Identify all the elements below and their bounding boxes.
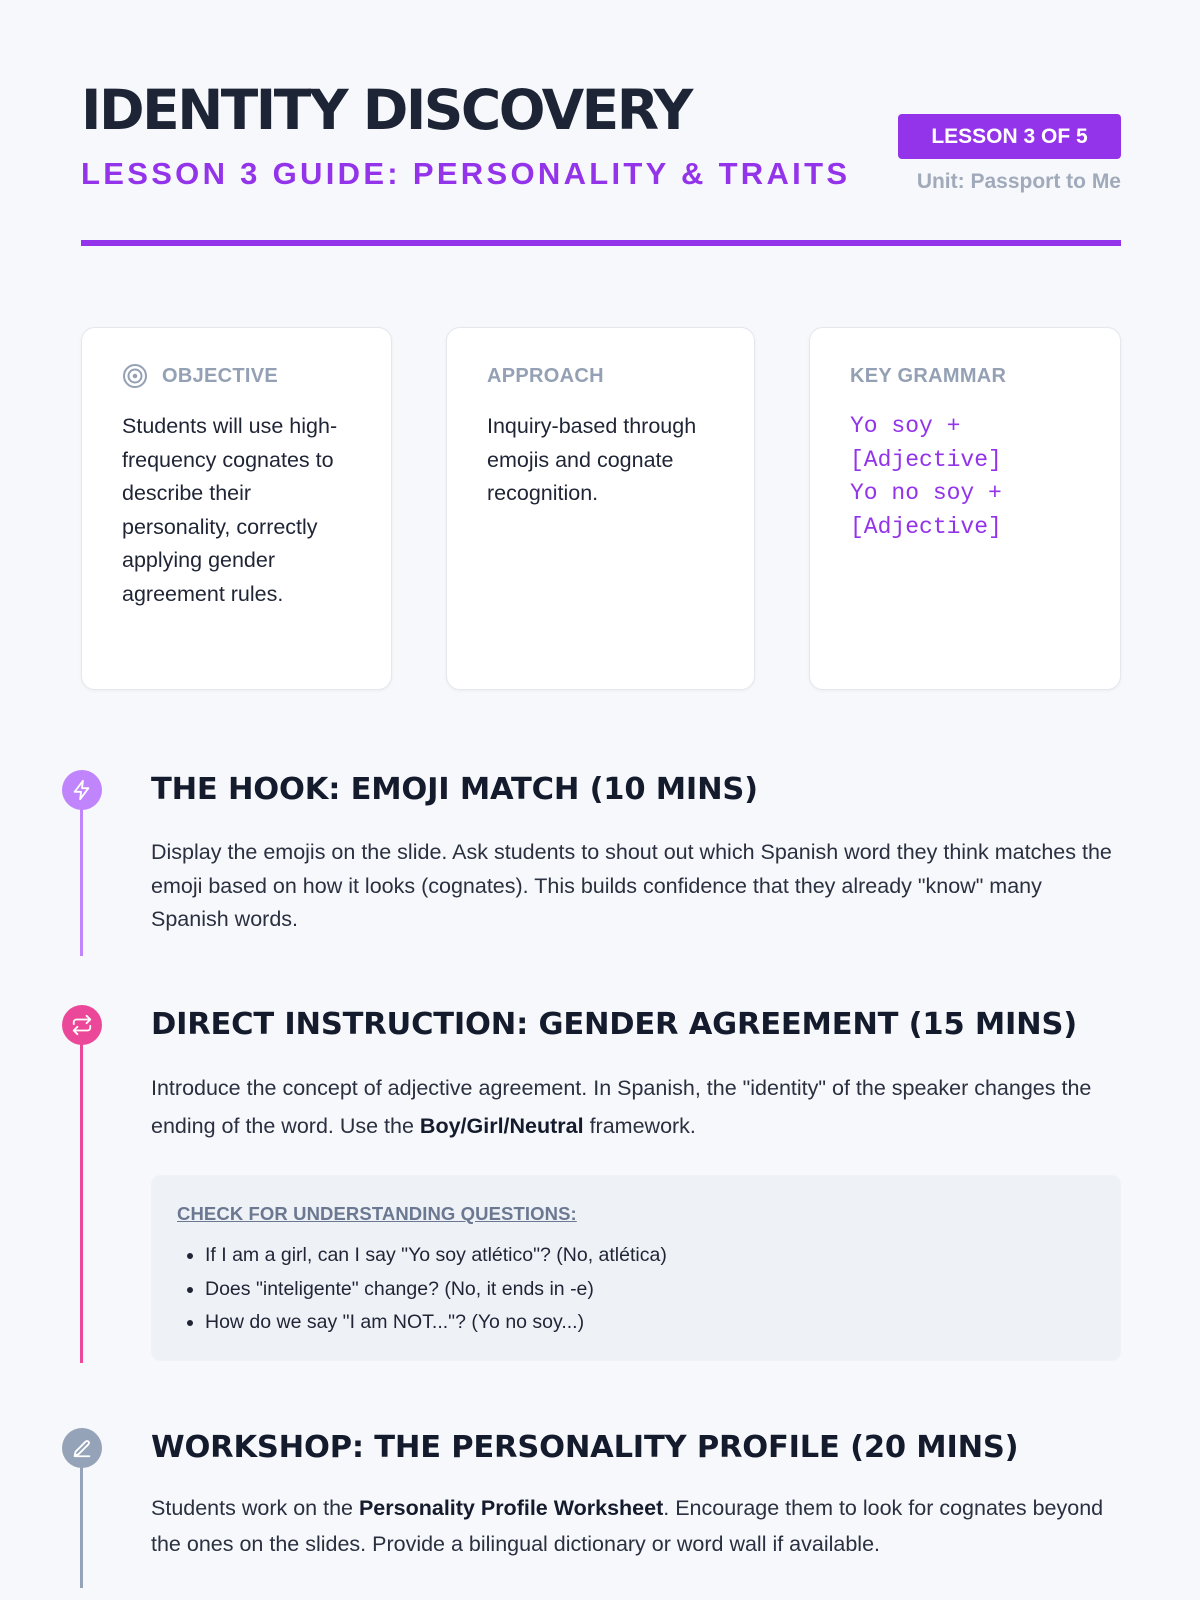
- timeline-rail: [80, 1025, 83, 1363]
- section-body: [151, 1490, 1121, 1562]
- approach-card: [446, 327, 755, 690]
- list-item: • Does "inteligente" change? (No, it ends in -e): [205, 1273, 1095, 1307]
- list-item: • If I am a girl, can I say "Yo soy atlético"? (No, atlética): [205, 1239, 1095, 1273]
- grammar-line: [Adjective]: [850, 446, 1002, 473]
- check-for-understanding-box: [151, 1175, 1121, 1361]
- grammar-line: Yo no soy +: [850, 480, 1002, 506]
- objective-text: Students will use high-frequency cognates to describe their personality, correctly applying gender agreement rules.: [122, 414, 338, 606]
- timeline-rail: [80, 790, 83, 956]
- body-text: Students work on the: [151, 1496, 359, 1520]
- swap-arrows-icon: [62, 1005, 102, 1045]
- worksheet-name: Personality Profile Worksheet: [358, 1496, 664, 1520]
- framework-name: Boy/Girl/Neutral: [419, 1114, 584, 1138]
- timeline-rail: [80, 1448, 83, 1588]
- key-grammar-card: [809, 327, 1121, 690]
- lesson-badge: LESSON 3 OF 5: [898, 114, 1121, 159]
- objective-card: [81, 327, 392, 690]
- lightning-icon: [62, 770, 102, 810]
- grammar-line: [Adjective]: [850, 513, 1002, 540]
- section-body: Display the emojis on the slide. Ask students to shout out which Spanish word they think matches the emoji based on how it looks (cognates). This builds confidence that they already "know" many Spanish words.: [151, 840, 1112, 931]
- grammar-line: Yo soy +: [850, 413, 961, 439]
- body-text: framework.: [583, 1114, 696, 1138]
- page-title: IDENTITY DISCOVERY: [81, 78, 691, 142]
- section-title: THE HOOK: EMOJI MATCH (10 MINS): [151, 772, 758, 807]
- objective-label: OBJECTIVE: [162, 364, 279, 387]
- approach-text: Inquiry-based through emojis and cognate recognition.: [487, 414, 697, 505]
- section-title: WORKSHOP: THE PERSONALITY PROFILE (20 MINS): [151, 1430, 1019, 1465]
- page-subtitle: LESSON 3 GUIDE: PERSONALITY & TRAITS: [81, 156, 851, 191]
- key-grammar-label: KEY GRAMMAR: [850, 364, 1007, 387]
- body-text: Introduce the concept of adjective agreement. In Spanish, the "identity" of the speaker changes the ending of the word. Use the: [151, 1076, 1092, 1138]
- header-divider: [81, 240, 1121, 246]
- section-body: [151, 1069, 1121, 1145]
- unit-label: Unit: Passport to Me: [916, 170, 1121, 193]
- list-item: • How do we say "I am NOT..."? (Yo no soy...): [205, 1306, 1095, 1340]
- target-icon: [122, 363, 148, 389]
- cfu-question-list: [177, 1239, 1095, 1340]
- cfu-title: CHECK FOR UNDERSTANDING QUESTIONS:: [177, 1203, 577, 1224]
- pencil-icon: [62, 1428, 102, 1468]
- section-title: DIRECT INSTRUCTION: GENDER AGREEMENT (15 MINS): [151, 1007, 1078, 1042]
- approach-label: APPROACH: [487, 364, 604, 387]
- body-text: . Encourage them to look for cognates beyond the ones on the slides. Provide a bilingual dictionary or word wall if available.: [151, 1496, 1104, 1556]
